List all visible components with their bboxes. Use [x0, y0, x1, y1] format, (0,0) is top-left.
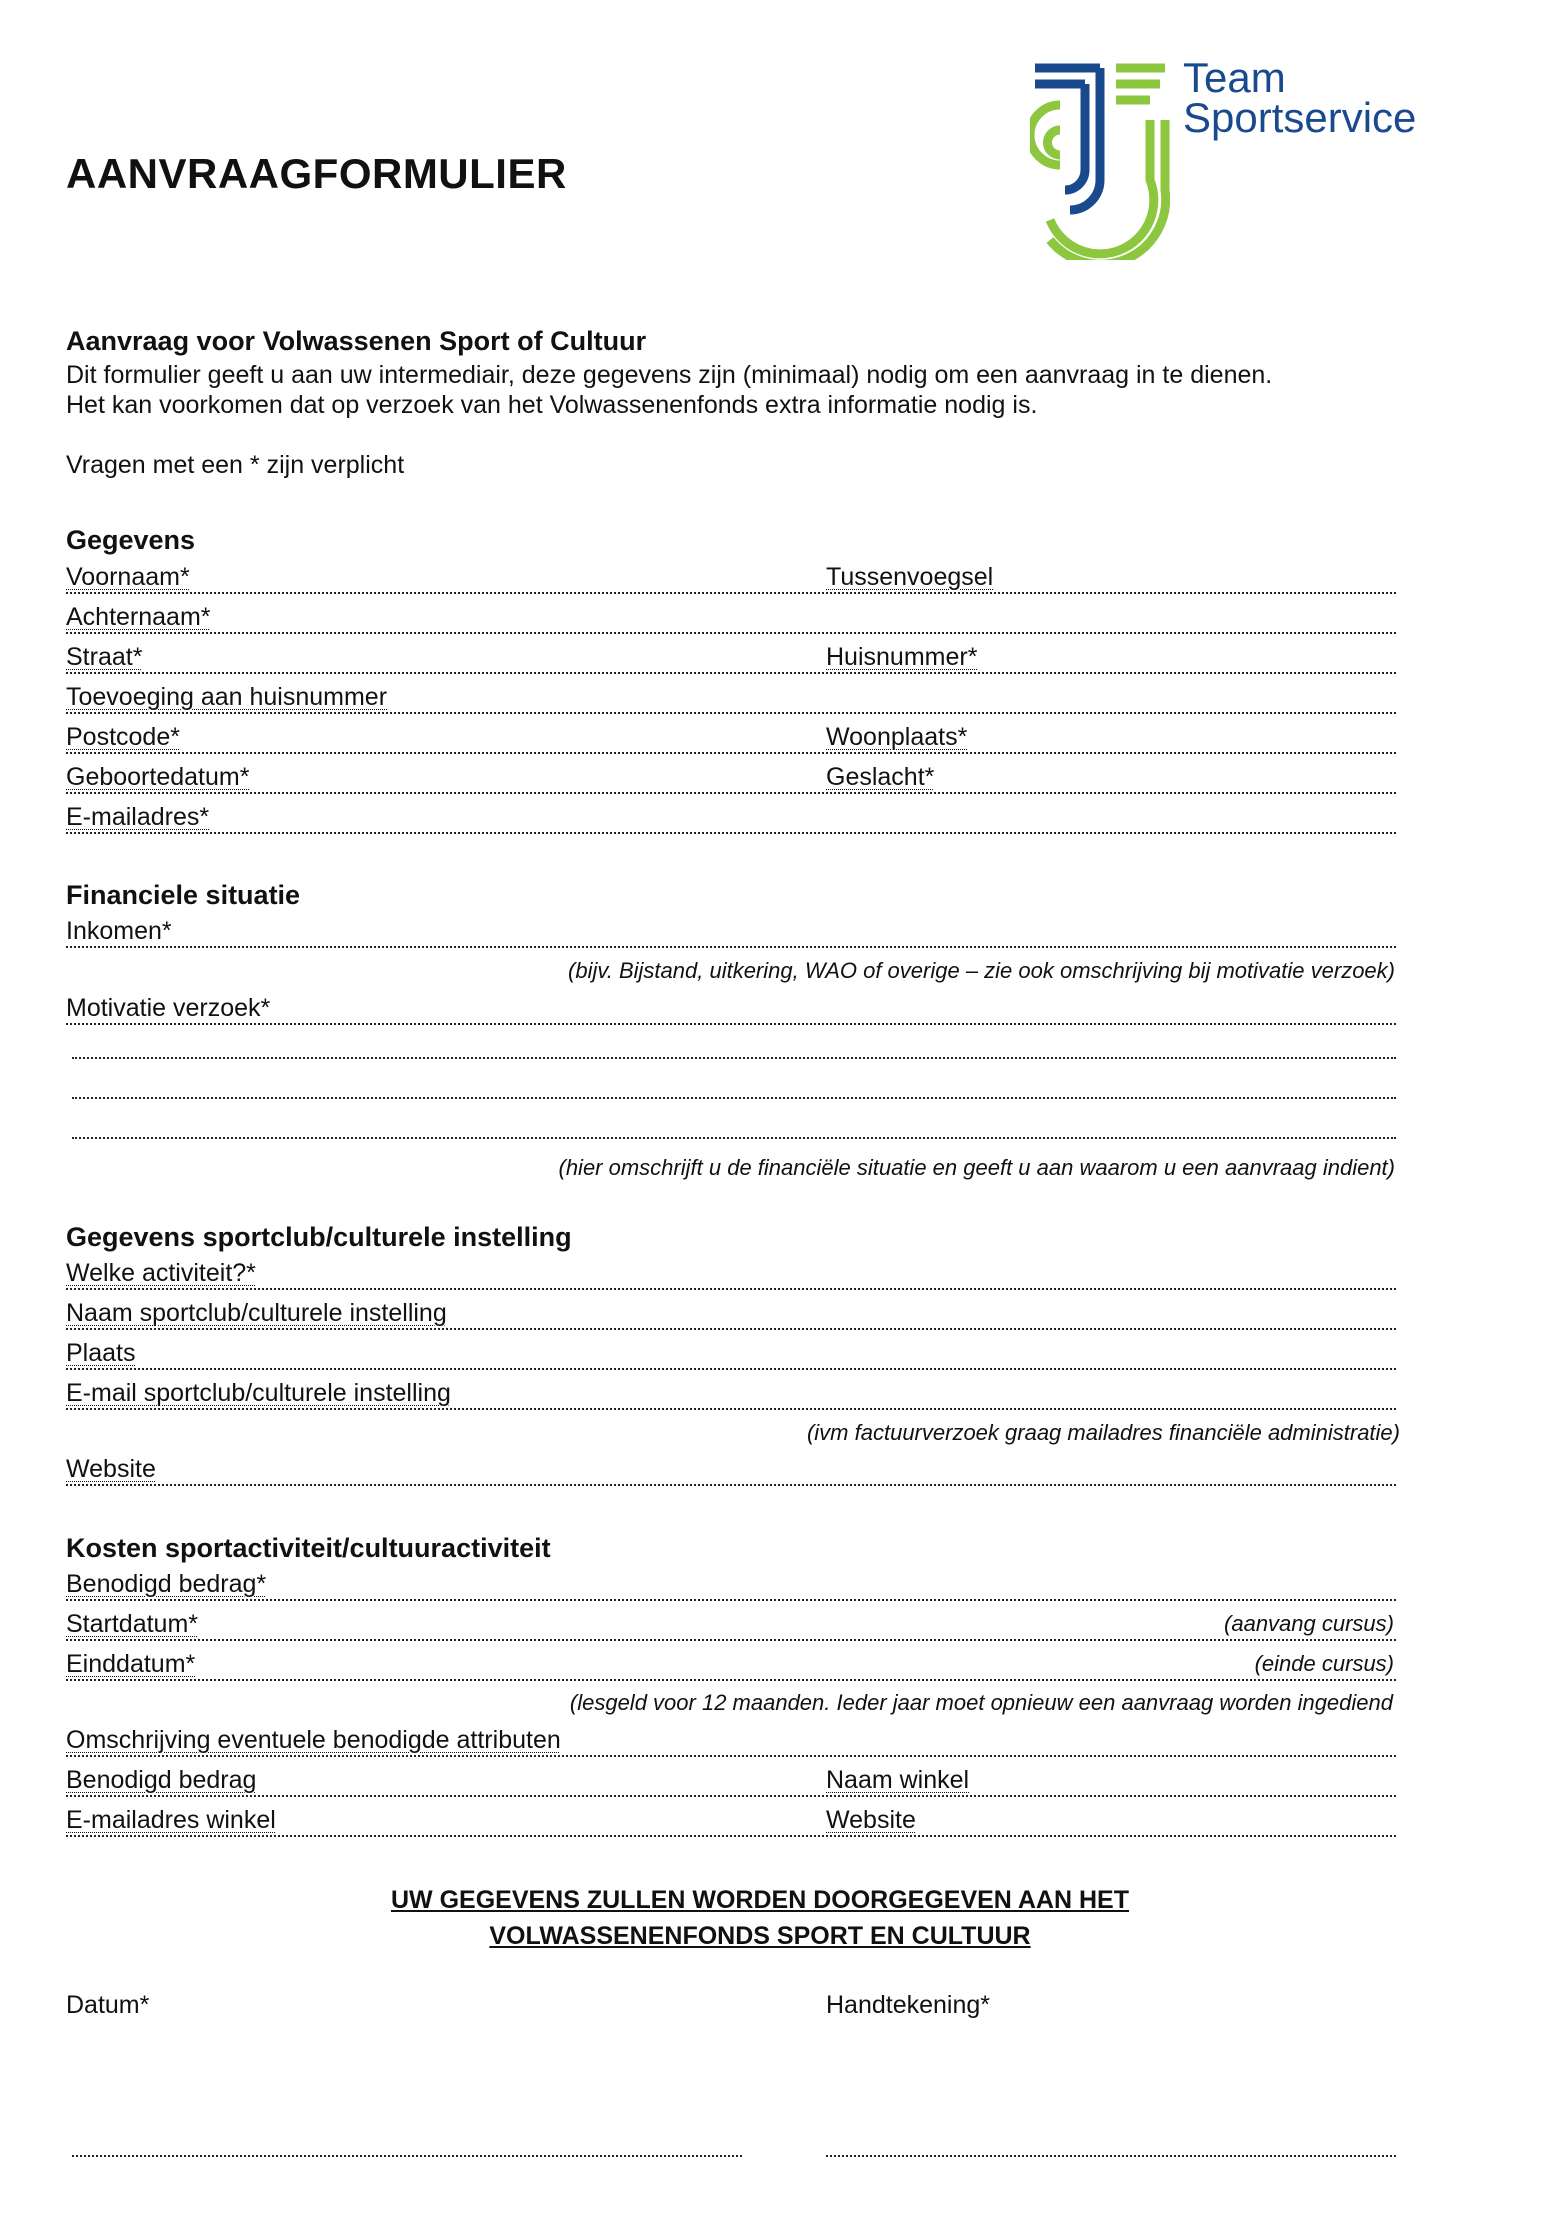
field-geboortedatum-row[interactable]	[66, 756, 1396, 794]
field-einddatum[interactable]	[66, 1643, 1396, 1681]
label-club-website: Website	[66, 1455, 156, 1483]
label-straat: Straat*	[66, 643, 143, 671]
label-woonplaats: Woonplaats*	[826, 723, 968, 751]
label-handtekening: Handtekening*	[826, 1991, 991, 2019]
notice-line1: UW GEGEVENS ZULLEN WORDEN DOORGEGEVEN AAN HET	[390, 1886, 1129, 1914]
label-inkomen: Inkomen*	[66, 917, 172, 945]
section-gegevens: Gegevens	[66, 525, 196, 555]
required-note: Vragen met een * zijn verplicht	[66, 451, 405, 479]
label-clubnaam: Naam sportclub/culturele instelling	[66, 1299, 447, 1327]
club-email-note: (ivm factuurverzoek graag mailadres financiële administratie)	[806, 1420, 1400, 1445]
label-postcode: Postcode*	[66, 723, 180, 751]
motivatie-note: (hier omschrijft u de financiële situatie en geeft u aan waarom u een aanvraag indient)	[558, 1155, 1395, 1180]
section-financieel: Financiele situatie	[66, 880, 301, 910]
field-postcode-row[interactable]	[66, 716, 1396, 754]
inkomen-note: (bijv. Bijstand, uitkering, WAO of overige – zie ook omschrijving bij motivatie verzoek)	[568, 958, 1395, 983]
label-club-email: E-mail sportclub/culturele instelling	[66, 1379, 451, 1407]
label-toevoeging: Toevoeging aan huisnummer	[66, 683, 388, 711]
datum-line[interactable]	[72, 2153, 742, 2157]
field-voornaam-row[interactable]	[66, 556, 1396, 594]
notice-line2: VOLWASSENENFONDS SPORT EN CULTUUR	[489, 1922, 1031, 1950]
intro-heading: Aanvraag voor Volwassenen Sport of Cultuur	[66, 326, 647, 356]
field-email[interactable]	[66, 796, 1396, 834]
field-inkomen[interactable]	[66, 910, 1396, 948]
field-motivatie[interactable]	[66, 987, 1396, 1025]
intro-line1: Dit formulier geeft u aan uw intermediair, deze gegevens zijn (minimaal) nodig om een aanvraag in te dienen.	[66, 361, 1273, 389]
label-email-winkel: E-mailadres winkel	[66, 1806, 276, 1834]
page-title: AANVRAAGFORMULIER	[66, 150, 567, 197]
section-kosten: Kosten sportactiviteit/cultuuractiviteit	[66, 1533, 551, 1563]
label-winkel: Naam winkel	[826, 1766, 970, 1794]
field-activiteit[interactable]	[66, 1252, 1396, 1290]
label-bedrag: Benodigd bedrag*	[66, 1570, 267, 1598]
field-club-email[interactable]	[66, 1372, 1396, 1410]
label-motivatie: Motivatie verzoek*	[66, 994, 271, 1022]
field-attributen[interactable]	[66, 1719, 1396, 1757]
label-einddatum: Einddatum*	[66, 1650, 196, 1678]
label-email: E-mailadres*	[66, 803, 210, 831]
label-attributen: Omschrijving eventuele benodigde attributen	[66, 1726, 561, 1754]
logo-wordmark	[1183, 54, 1417, 141]
eind-note: (einde cursus)	[1255, 1649, 1396, 1679]
label-activiteit: Welke activiteit?*	[66, 1259, 256, 1287]
field-club-website[interactable]	[66, 1448, 1396, 1486]
field-toevoeging[interactable]	[66, 676, 1396, 714]
handtekening-line[interactable]	[826, 2153, 1396, 2157]
team-sportservice-logo	[1030, 60, 1170, 260]
label-achternaam: Achternaam*	[66, 603, 211, 631]
label-winkel-website: Website	[826, 1806, 916, 1834]
field-clubnaam[interactable]	[66, 1292, 1396, 1330]
field-email-winkel-row[interactable]	[66, 1799, 1396, 1837]
field-bedrag2-row[interactable]	[66, 1759, 1396, 1797]
logo-line2: Sportservice	[1183, 94, 1417, 141]
label-voornaam: Voornaam*	[66, 563, 190, 591]
motivatie-line-3[interactable]	[72, 1095, 1396, 1099]
label-geboortedatum: Geboortedatum*	[66, 763, 250, 791]
section-club: Gegevens sportclub/culturele instelling	[66, 1222, 572, 1252]
field-achternaam[interactable]	[66, 596, 1396, 634]
label-startdatum: Startdatum*	[66, 1610, 199, 1638]
field-startdatum[interactable]	[66, 1603, 1396, 1641]
label-plaats: Plaats	[66, 1339, 136, 1367]
lesgeld-note: (lesgeld voor 12 maanden. Ieder jaar moet opnieuw een aanvraag worden ingediend	[569, 1690, 1393, 1715]
label-bedrag2: Benodigd bedrag	[66, 1766, 257, 1794]
motivatie-line-2[interactable]	[72, 1055, 1396, 1059]
field-straat-row[interactable]	[66, 636, 1396, 674]
field-bedrag[interactable]	[66, 1563, 1396, 1601]
logo-line1: Team	[1183, 54, 1286, 101]
motivatie-line-4[interactable]	[72, 1135, 1396, 1139]
field-plaats[interactable]	[66, 1332, 1396, 1370]
intro-line2: Het kan voorkomen dat op verzoek van het Volwassenenfonds extra informatie nodig is.	[66, 391, 1038, 419]
label-huisnummer: Huisnummer*	[826, 643, 978, 671]
label-tussenvoegsel: Tussenvoegsel	[826, 563, 994, 591]
label-datum: Datum*	[66, 1991, 150, 2019]
start-note: (aanvang cursus)	[1224, 1609, 1396, 1639]
label-geslacht: Geslacht*	[826, 763, 935, 791]
